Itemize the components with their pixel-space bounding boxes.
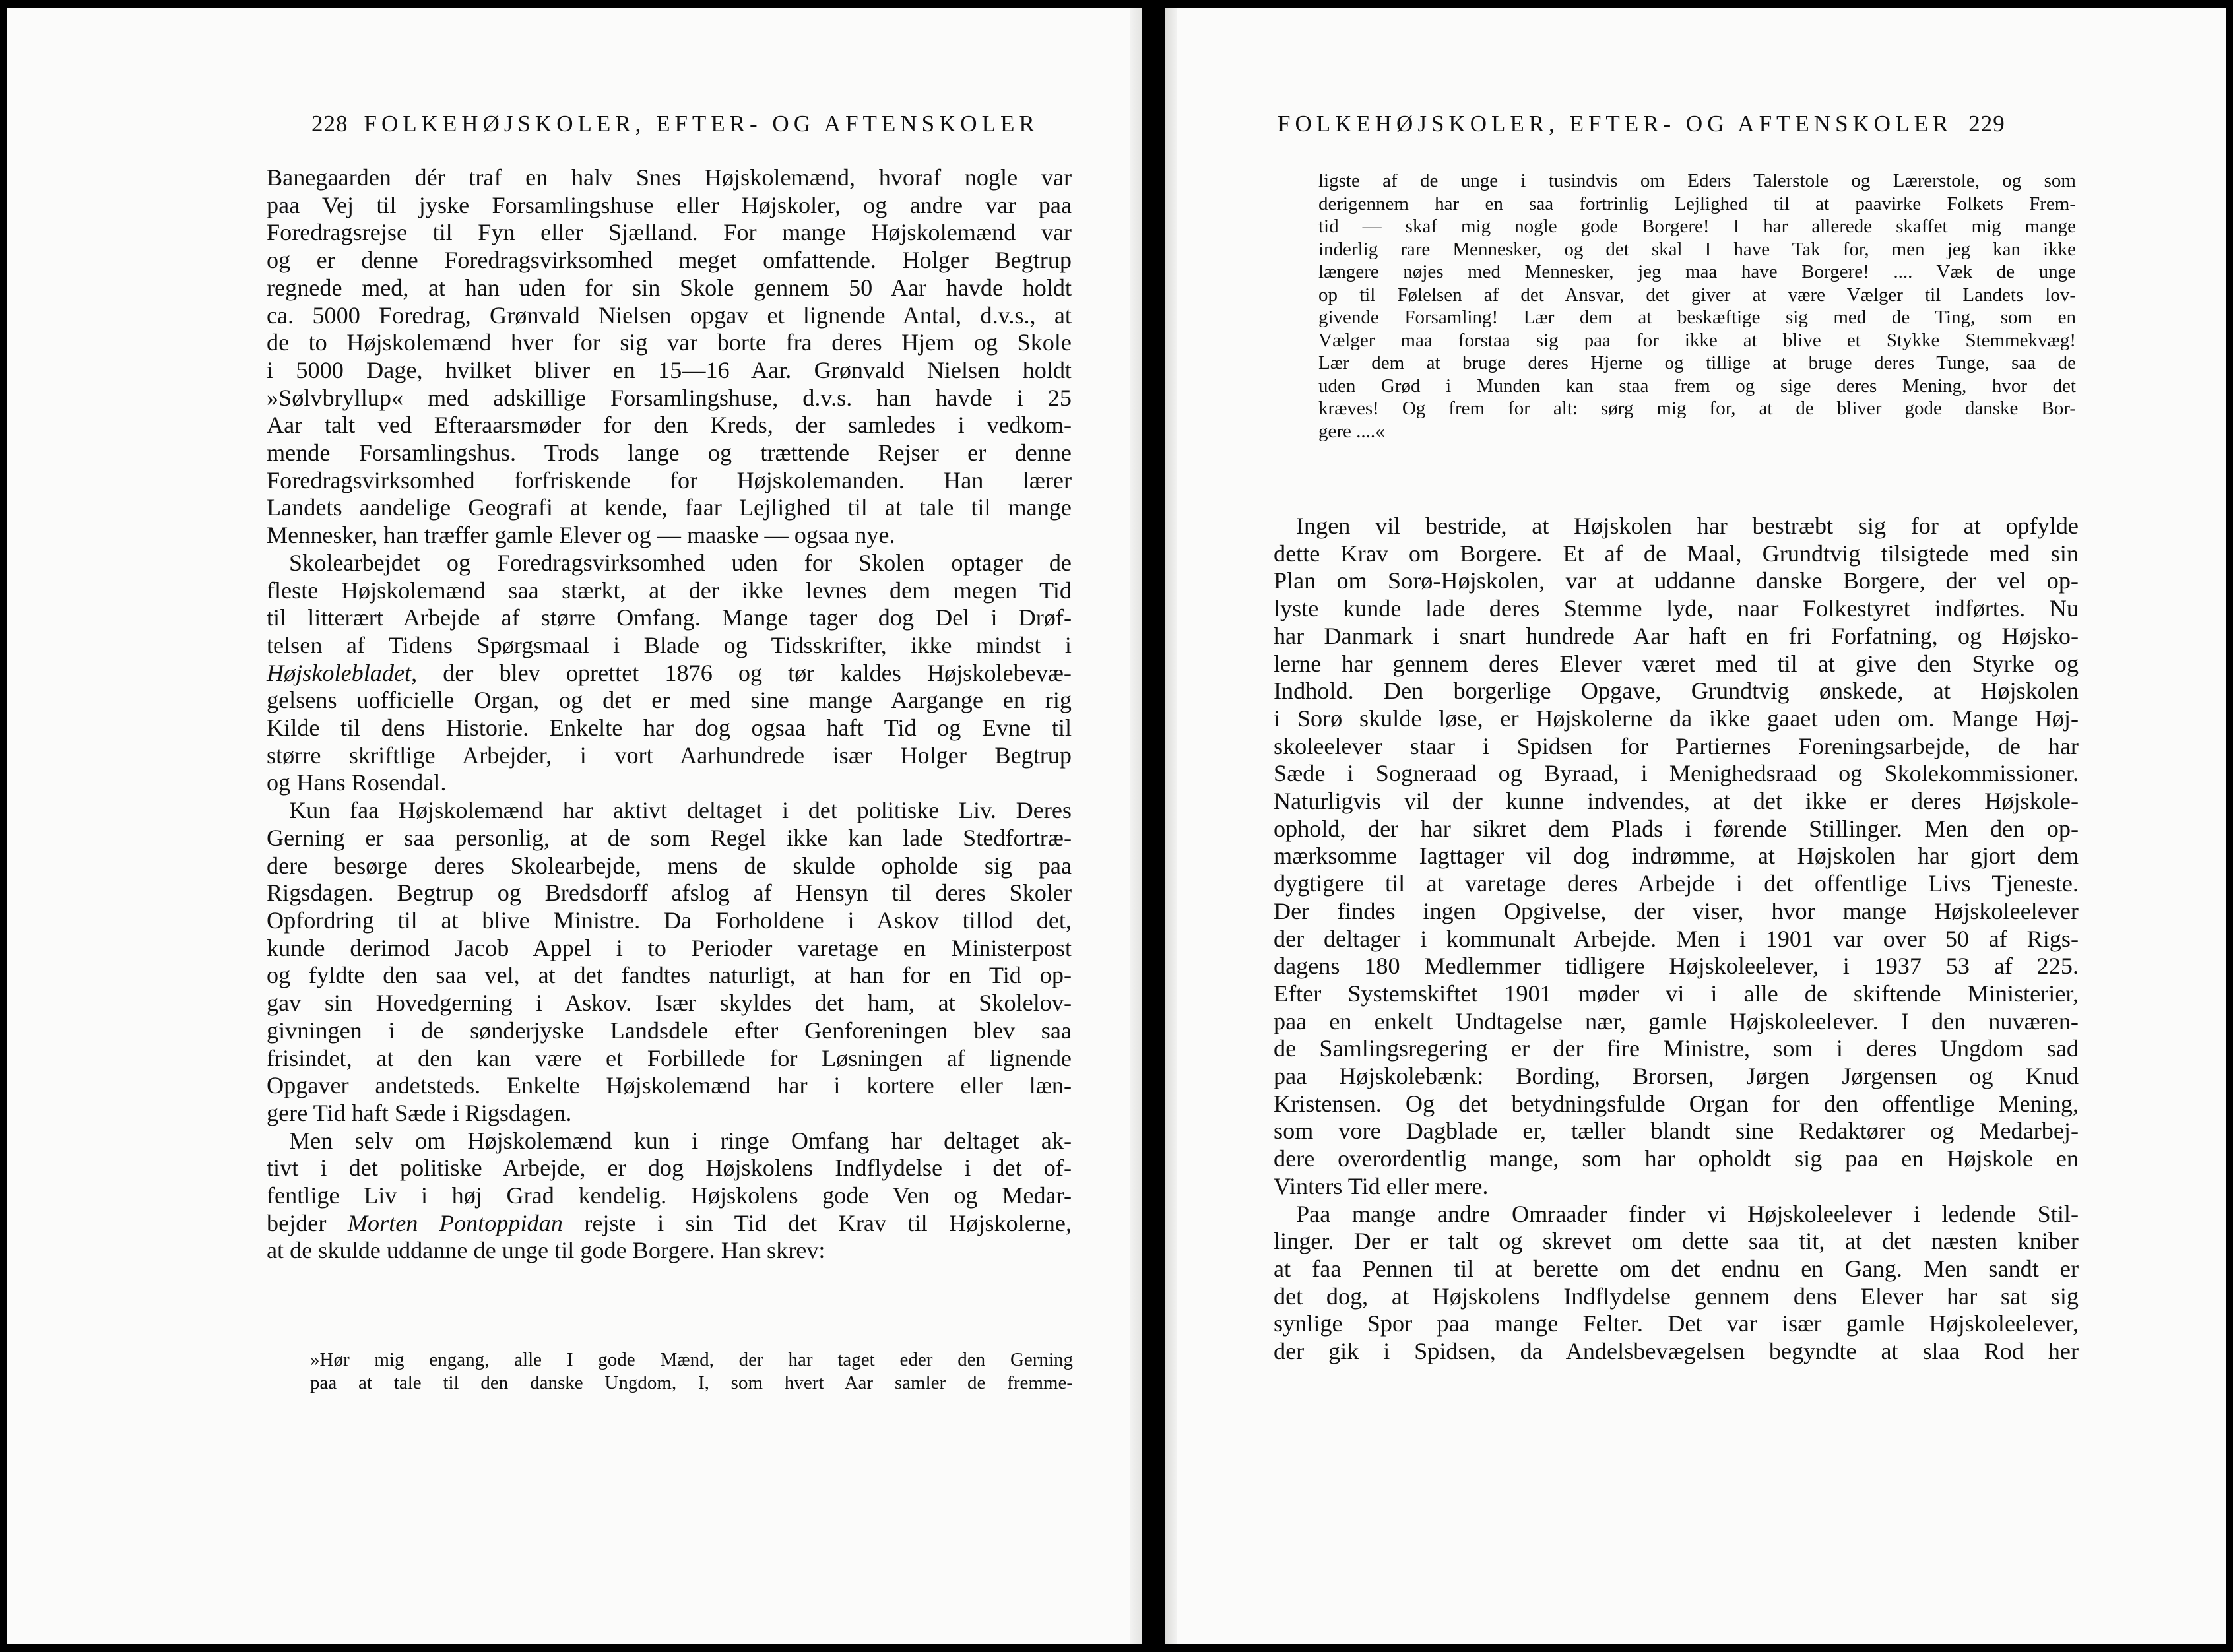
quote-line: længere nøjes med Mennesker, jeg maa have Borgere! .... Væk de unge [1318,261,2076,282]
text-line: Opgaver andetsteds. Enkelte Højskolemænd har i kortere eller læn- [267,1072,1072,1099]
header-title: FOLKEHØJSKOLER, EFTER- OG AFTENSKOLER [364,111,1039,137]
page-gutter-shadow [1165,8,1177,1644]
text-line: mende Forsamlingshus. Trods lange og trættende Rejser er denne [267,439,1072,466]
left-page [7,8,1142,1644]
quote-line: Lær dem at bruge deres Hjerne og tillige at bruge deres Tunge, saa de [1318,352,2076,373]
block-quote [310,1349,1073,1394]
text-line: Efter Systemskiftet 1901 møder vi i alle de skiftende Ministerier, [1274,980,2079,1007]
text-line: og er denne Foredragsvirksomhed meget omfattende. Holger Begtrup [267,247,1072,274]
text-line: Vinters Tid eller mere. [1274,1172,1489,1199]
text-line: Mennesker, han træffer gamle Elever og — maaske — ogsaa nye. [267,522,895,549]
text-line: tivt i det politiske Arbejde, er dog Højskolens Indflydelse i det of- [267,1155,1072,1182]
quote-line: kræves! Og frem for alt: sørg mig for, at de bliver gode danske Bor- [1318,398,2076,419]
text-line: lerne har gennem deres Elever været med til at give den Styrke og [1274,650,2079,677]
text-line: at de skulde uddanne de unge til gode Borgere. Han skrev: [267,1237,825,1264]
quote-line: gere ....« [1318,420,1385,442]
text-line: Landets aandelige Geografi at kende, faar Lejlighed til at tale til mange [267,494,1072,521]
text-line: det dog, at Højskolens Indflydelse gennem dens Elever har sat sig [1274,1283,2079,1310]
text-line: gav sin Hovedgerning i Askov. Især skyldes det ham, at Skolelov- [267,990,1072,1017]
quote-line: inderlig rare Mennesker, og det skal I have Tak for, men jeg kan ikke [1318,238,2076,260]
text-line: lyste kunde lade deres Stemme lyde, naar Folkestyret indførtes. Nu [1274,595,2079,622]
text-line: ca. 5000 Foredrag, Grønvald Nielsen opgav et lignende Antal, d.v.s., at [267,302,1072,329]
text-line: mærksomme Iagttager vil dog indrømme, at Højskolen har gjort dem [1274,842,2079,870]
text-line: Indhold. Den borgerlige Opgave, Grundtvig ønskede, at Højskolen [1274,678,2079,705]
quote-line: Vælger maa forstaa sig paa for ikke at blive et Stykke Stemmekvæg! [1318,329,2076,351]
text-line: skoleelever staar i Spidsen for Partiernes Foreningsarbejde, de har [1274,732,2079,759]
text-line: dagens 180 Medlemmer tidligere Højskoleelever, i 1937 53 af 225. [1274,953,2079,980]
page-number: 229 [1968,111,2005,137]
header-title: FOLKEHØJSKOLER, EFTER- OG AFTENSKOLER [1278,111,1953,137]
text-line: »Sølvbryllup« med adskillige Forsamlingshuse, d.v.s. han havde i 25 [267,384,1072,411]
text-line: de Samlingsregering er der fire Ministre, som i deres Ungdom sad [1274,1035,2079,1062]
text-line: givningen i de sønderjyske Landsdele efter Genforeningen blev saa [267,1017,1072,1044]
quote-line: op til Følelsen af det Ansvar, det giver at være Vælger til Landets lov- [1318,284,2076,305]
text-line: større skriftlige Arbejder, i vort Aarhundrede især Holger Begtrup [267,742,1072,769]
text-line: gere Tid haft Sæde i Rigsdagen. [267,1099,572,1126]
body-text [267,164,1072,1265]
text-line: de to Højskolemænd hver for sig var borte fra deres Hjem og Skole [267,329,1072,356]
text-line: regnede med, at han uden for sin Skole gennem 50 Aar havde holdt [267,274,1072,301]
quote-line: tid — skaf mig nogle gode Borgere! I har allerede skaffet mig mange [1318,216,2076,237]
quote-line: ligste af de unge i tusindvis om Eders Talerstole og Lærerstole, og som [1318,170,2076,191]
text-line: Banegaarden dér traf en halv Snes Højskolemænd, hvoraf nogle var [267,164,1072,191]
quote-line: paa at tale til den danske Ungdom, I, som hvert Aar samler de fremme- [310,1372,1073,1393]
text-line: synlige Spor paa mange Felter. Det var især gamle Højskoleelever, [1274,1310,2079,1337]
text-line: Gerning er saa personlig, at de som Regel ikke kan lade Stedfortræ- [267,824,1072,851]
text-line: ophold, der har sikret dem Plads i førende Stillinger. Men den op- [1274,815,2079,842]
text-line: som vore Dagblade er, tæller blandt sine Redaktører og Medarbej- [1274,1118,2079,1145]
text-line: dette Krav om Borgere. Et af de Maal, Grundtvig tilsigtede med sin [1274,540,2079,567]
text-line: i 5000 Dage, hvilket bliver en 15—16 Aar. Grønvald Nielsen holdt [267,356,1072,383]
text-line: Paa mange andre Omraader finder vi Højskoleelever i ledende Stil- [1296,1200,2079,1227]
text-line: Kilde til dens Historie. Enkelte har dog ogsaa haft Tid og Evne til [267,715,1072,742]
running-header [311,111,1039,137]
text-line: fleste Højskolemænd saa stærkt, at der ikke levnes dem megen Tid [267,577,1072,604]
text-line: kunde derimod Jacob Appel i to Perioder varetage en Ministerpost [267,934,1072,961]
text-line: Foredragsvirksomhed forfriskende for Højskolemanden. Han lærer [267,466,1072,493]
periodical-title: Højskolebladet [267,659,412,686]
text-line: Foredragsrejse til Fyn eller Sjælland. For mange Højskolemænd var [267,219,1072,246]
quote-line: uden Grød i Munden kan staa frem og sige deres Mening, hvor det [1318,375,2076,397]
text-line: Men selv om Højskolemænd kun i ringe Omfang har deltaget ak- [289,1127,1072,1154]
text-line: Ingen vil bestride, at Højskolen har bestræbt sig for at opfylde [1296,513,2079,539]
text-line: Naturligvis vil der kunne indvendes, at det ikke er deres Højskole- [1274,788,2079,815]
text-line: telsen af Tidens Spørgsmaal i Blade og Tidsskrifter, ikke mindst i [267,631,1072,658]
text-line: der gik i Spidsen, da Andelsbevægelsen begyndte at slaa Rod her [1274,1338,2079,1365]
text-line: dere besørge deres Skolearbejde, mens de skulde opholde sig paa [267,852,1072,879]
text-line: der deltager i kommunalt Arbejde. Men i 1901 var over 50 af Rigs- [1274,925,2079,952]
text-line: bejder Morten Pontoppidan rejste i sin Tid det Krav til Højskolerne, [267,1209,1072,1236]
text-line: paa en enkelt Undtagelse nær, gamle Højskoleelever. I den nuværen- [1274,1007,2079,1034]
text-line: Sæde i Sogneraad og Byraad, i Menighedsraad og Skolekommissioner. [1274,760,2079,787]
text-line: Kristensen. Og det betydningsfulde Organ for den offentlige Mening, [1274,1090,2079,1117]
text-line: Rigsdagen. Begtrup og Bredsdorff afslog af Hensyn til deres Skoler [267,879,1072,906]
body-text [1274,513,2079,1366]
text-line: paa Vej til jyske Forsamlingshuse eller Højskoler, og andre var paa [267,191,1072,218]
quote-line: derigennem har en saa fortrinlig Lejlighed til at paavirke Folkets Frem- [1318,193,2076,214]
block-quote [1318,170,2076,443]
right-page [1165,8,2226,1644]
quote-line: »Hør mig engang, alle I gode Mænd, der har taget eder den Gerning [310,1349,1073,1370]
text-line: og fyldte den saa vel, at det fandtes naturligt, at han for en Tid op- [267,962,1072,989]
text-line: frisindet, at den kan være et Forbillede for Løsningen af lignende [267,1044,1072,1071]
text-line: Plan om Sorø-Højskolen, var at uddanne danske Borgere, der vel op- [1274,567,2079,594]
text-line: Skolearbejdet og Foredragsvirksomhed uden for Skolen optager de [289,549,1072,576]
text-line: Aar talt ved Efteraarsmøder for den Kreds, der samledes i vedkom- [267,412,1072,439]
text-line: at faa Pennen til at berette om det endnu en Gang. Men sandt er [1274,1255,2079,1282]
running-header [1278,111,2005,137]
text-line: og Hans Rosendal. [267,769,447,796]
text-line: fentlige Liv i høj Grad kendelig. Højskolens gode Ven og Medar- [267,1182,1072,1209]
text-line: har Danmark i snart hundrede Aar haft en fri Forfatning, og Højsko- [1274,622,2079,649]
text-line: linger. Der er talt og skrevet om dette saa tit, at det næsten kniber [1274,1228,2079,1255]
text-line: til litterært Arbejde af større Omfang. Mange tager dog Del i Drøf- [267,604,1072,631]
text-line: Kun faa Højskolemænd har aktivt deltaget i det politiske Liv. Deres [289,797,1072,824]
text-line: dere overordentlig mange, som har opholdt sig paa en Højskole en [1274,1145,2079,1172]
quote-line: givende Forsamling! Lær dem at beskæftige sig med de Ting, som en [1318,307,2076,328]
person-name: Morten Pontoppidan [347,1209,563,1236]
text-line: Der findes ingen Opgivelse, der viser, hvor mange Højskoleelever [1274,897,2079,924]
page-number: 228 [311,111,348,137]
text-line: dygtigere til at varetage deres Arbejde i det offentlige Livs Tjeneste. [1274,870,2079,897]
text-line: Opfordring til at blive Ministre. Da Forholdene i Askov tillod det, [267,906,1072,934]
text-line: gelsens uofficielle Organ, og det er med sine mange Aargange en rig [267,687,1072,714]
text-line: Højskolebladet, der blev oprettet 1876 og tør kaldes Højskolebevæ- [267,659,1072,686]
text-line: i Sorø skulde løse, er Højskolerne da ikke gaaet uden om. Mange Høj- [1274,705,2079,732]
text-line: paa Højskolebænk: Bording, Brorsen, Jørgen Jørgensen og Knud [1274,1063,2079,1090]
page-gutter-shadow [1130,8,1142,1644]
